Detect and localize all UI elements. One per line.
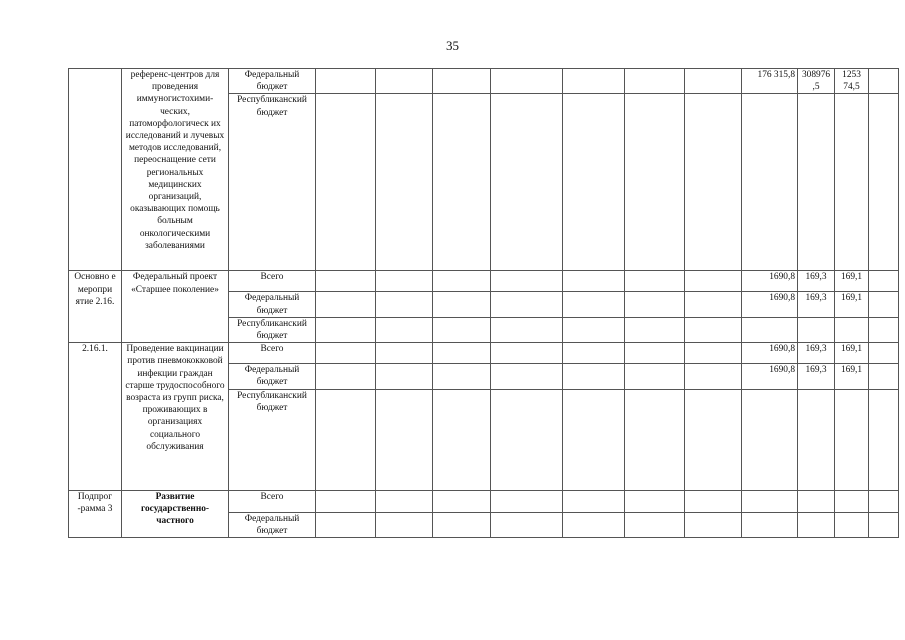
amount-cell [798, 389, 835, 490]
amount-cell: 1690,8 [742, 343, 798, 364]
amount-cell: 1253 74,5 [835, 69, 869, 94]
empty-cell [625, 317, 685, 342]
page-number: 35 [446, 38, 459, 53]
funding-source-cell: Федеральный бюджет [229, 69, 316, 94]
amount-cell [835, 512, 869, 537]
empty-cell [685, 292, 742, 317]
empty-cell [433, 490, 491, 512]
empty-cell [433, 94, 491, 271]
funding-source-cell: Всего [229, 343, 316, 364]
amount-cell: 169,3 [798, 292, 835, 317]
empty-cell [563, 69, 625, 94]
amount-cell [742, 317, 798, 342]
empty-cell [625, 69, 685, 94]
amount-cell: 169,1 [835, 292, 869, 317]
empty-cell [563, 343, 625, 364]
empty-cell [316, 292, 376, 317]
empty-cell [869, 317, 899, 342]
empty-cell [563, 364, 625, 389]
empty-cell [433, 317, 491, 342]
amount-cell: 169,1 [835, 364, 869, 389]
empty-cell [625, 364, 685, 389]
empty-cell [491, 94, 563, 271]
activity-name-cell: Развитие государственно-частного [122, 490, 229, 537]
amount-cell [742, 512, 798, 537]
row-number-cell: Подпрог -рамма 3 [69, 490, 122, 537]
empty-cell [316, 69, 376, 94]
amount-cell: 169,3 [798, 271, 835, 292]
empty-cell [433, 364, 491, 389]
empty-cell [869, 94, 899, 271]
amount-cell [835, 490, 869, 512]
activity-name-cell: референс-центров для проведения иммуногистохими-ческих, патоморфологическ их исследований и лучевых методов исследований, переоснащение сети региональных медицинских организаций, оказывающих помощь больным онкологическими заболеваниями [122, 69, 229, 271]
funding-source-cell: Всего [229, 271, 316, 292]
empty-cell [869, 364, 899, 389]
empty-cell [376, 69, 433, 94]
funding-source-cell: Федеральный бюджет [229, 292, 316, 317]
empty-cell [625, 343, 685, 364]
empty-cell [316, 94, 376, 271]
funding-source-cell: Республиканский бюджет [229, 94, 316, 271]
empty-cell [376, 317, 433, 342]
empty-cell [685, 490, 742, 512]
amount-cell [742, 490, 798, 512]
empty-cell [433, 512, 491, 537]
empty-cell [376, 389, 433, 490]
empty-cell [316, 364, 376, 389]
empty-cell [376, 490, 433, 512]
empty-cell [563, 317, 625, 342]
empty-cell [491, 317, 563, 342]
empty-cell [685, 94, 742, 271]
empty-cell [316, 317, 376, 342]
empty-cell [376, 94, 433, 271]
empty-cell [316, 389, 376, 490]
table-row [69, 271, 899, 292]
empty-cell [563, 512, 625, 537]
empty-cell [491, 490, 563, 512]
empty-cell [316, 490, 376, 512]
funding-source-cell: Республиканский бюджет [229, 389, 316, 490]
funding-source-cell: Республиканский бюджет [229, 317, 316, 342]
amount-cell: 308976 ,5 [798, 69, 835, 94]
table-row [69, 343, 899, 364]
empty-cell [869, 343, 899, 364]
empty-cell [869, 69, 899, 94]
amount-cell [798, 512, 835, 537]
empty-cell [685, 389, 742, 490]
empty-cell [433, 271, 491, 292]
amount-cell [742, 94, 798, 271]
empty-cell [685, 343, 742, 364]
empty-cell [869, 292, 899, 317]
empty-cell [685, 69, 742, 94]
row-number-cell: Основно е меропри ятие 2.16. [69, 271, 122, 343]
empty-cell [563, 490, 625, 512]
amount-cell [835, 317, 869, 342]
amount-cell [798, 490, 835, 512]
empty-cell [563, 389, 625, 490]
budget-table [68, 68, 899, 538]
amount-cell [742, 389, 798, 490]
funding-source-cell: Всего [229, 490, 316, 512]
table-row [69, 490, 899, 512]
empty-cell [563, 271, 625, 292]
amount-cell [835, 389, 869, 490]
empty-cell [625, 94, 685, 271]
empty-cell [376, 364, 433, 389]
empty-cell [625, 490, 685, 512]
empty-cell [625, 271, 685, 292]
empty-cell [376, 512, 433, 537]
empty-cell [491, 512, 563, 537]
empty-cell [433, 69, 491, 94]
empty-cell [491, 271, 563, 292]
empty-cell [433, 343, 491, 364]
funding-source-cell: Федеральный бюджет [229, 364, 316, 389]
empty-cell [316, 343, 376, 364]
empty-cell [869, 271, 899, 292]
empty-cell [625, 292, 685, 317]
amount-cell [798, 317, 835, 342]
empty-cell [563, 292, 625, 317]
activity-name-cell: Федеральный проект «Старшее поколение» [122, 271, 229, 343]
amount-cell: 1690,8 [742, 271, 798, 292]
funding-source-cell: Федеральный бюджет [229, 512, 316, 537]
empty-cell [316, 271, 376, 292]
empty-cell [433, 389, 491, 490]
empty-cell [491, 292, 563, 317]
amount-cell [798, 94, 835, 271]
empty-cell [869, 389, 899, 490]
empty-cell [376, 271, 433, 292]
empty-cell [869, 490, 899, 512]
activity-name-cell: Проведение вакцинации против пневмококковой инфекции граждан старше трудоспособного возраста из групп риска, проживающих в организациях социального обслуживания [122, 343, 229, 490]
row-number-cell: 2.16.1. [69, 343, 122, 490]
empty-cell [563, 94, 625, 271]
empty-cell [625, 512, 685, 537]
table-row [69, 69, 899, 94]
empty-cell [625, 389, 685, 490]
amount-cell: 1690,8 [742, 364, 798, 389]
empty-cell [433, 292, 491, 317]
amount-cell [835, 94, 869, 271]
empty-cell [316, 512, 376, 537]
empty-cell [491, 364, 563, 389]
amount-cell: 1690,8 [742, 292, 798, 317]
empty-cell [869, 512, 899, 537]
amount-cell: 169,1 [835, 271, 869, 292]
empty-cell [491, 389, 563, 490]
empty-cell [685, 364, 742, 389]
amount-cell: 176 315,8 [742, 69, 798, 94]
empty-cell [685, 512, 742, 537]
empty-cell [376, 292, 433, 317]
empty-cell [491, 343, 563, 364]
empty-cell [685, 317, 742, 342]
amount-cell: 169,1 [835, 343, 869, 364]
amount-cell: 169,3 [798, 364, 835, 389]
row-number-cell [69, 69, 122, 271]
empty-cell [685, 271, 742, 292]
empty-cell [491, 69, 563, 94]
amount-cell: 169,3 [798, 343, 835, 364]
empty-cell [376, 343, 433, 364]
